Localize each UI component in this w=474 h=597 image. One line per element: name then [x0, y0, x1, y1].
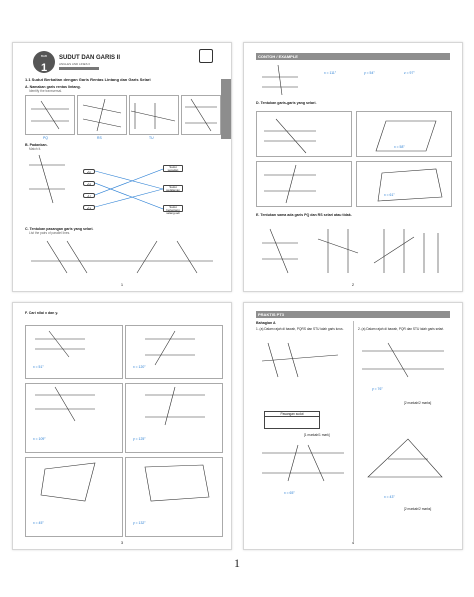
example-figure — [258, 63, 448, 97]
answer-table — [264, 411, 320, 429]
marks-q2: [2 markah/2 marks] — [404, 401, 432, 405]
chapter-badge: BAB 1 — [33, 51, 55, 73]
question-e-figures — [258, 223, 448, 277]
page-thumbnail-4[interactable] — [243, 302, 463, 550]
q2b-figure — [358, 433, 448, 483]
question-c: C. Tentukan pasangan garis yang selari. — [25, 227, 94, 231]
answer-q1: x = 65° — [284, 491, 295, 495]
question-1: 1. (a) Dalam rajah di bawah, PQRS dan STU ialah garis lurus. — [256, 327, 344, 331]
answer-3: TU — [149, 136, 154, 140]
answer-2: RS — [97, 136, 102, 140]
title-bar — [59, 67, 99, 70]
page-number-1: 1 — [120, 282, 124, 287]
answer-1: PQ — [43, 136, 48, 140]
book-page-number: 1 — [234, 556, 240, 570]
transversal-figures — [25, 95, 221, 135]
column-divider — [353, 321, 354, 541]
match-lines — [95, 167, 163, 213]
match-left-s[interactable]: ∠s — [83, 205, 95, 210]
page-number-2: 2 — [351, 282, 355, 287]
question-a-english: Identify the transversal. — [29, 89, 62, 93]
question-c-english: List the pairs of parallel lines. — [29, 231, 71, 235]
example-band-title: CONTOH / EXAMPLE — [258, 54, 298, 59]
page-thumbnail-1[interactable] — [12, 42, 232, 292]
q1-figure — [258, 339, 348, 379]
practice-band — [256, 311, 450, 318]
answer-d2: x = 58° — [394, 145, 405, 149]
question-d: D. Tentukan garis-garis yang selari. — [256, 101, 317, 105]
question-f: F. Cari nilai x dan y. — [25, 311, 59, 315]
marks-q2b: [2 markah/2 marks] — [404, 507, 432, 511]
chapter-subtitle: ANGLES AND LINES II — [59, 62, 91, 66]
answer-f3: x = 109° — [33, 437, 46, 441]
answer-y: y = 54° — [364, 71, 375, 75]
question-e: E. Tentukan sama ada garis PQ dan RS selari atau tidak. — [256, 213, 352, 217]
match-right-1[interactable]: Sudut sepadan — [163, 165, 183, 172]
answer-f1: x = 51° — [33, 365, 44, 369]
section-title: 1.1 Sudut Berkaitan dengan Garis Rentas Lintang dan Garis Selari — [25, 77, 151, 82]
match-right-3[interactable]: Sudut bertentang selang-seli — [163, 205, 183, 212]
question-2: 2. (a) Dalam rajah di bawah, PQR dan STU ialah garis selari. — [358, 327, 445, 331]
angle-figures — [25, 325, 223, 537]
answer-x: x = 111° — [324, 71, 337, 75]
match-figure — [27, 151, 67, 207]
question-b-english: Match it. — [29, 147, 42, 151]
q1b-figure — [258, 443, 348, 483]
answer-f6: y = 132° — [133, 521, 146, 525]
match-left-r[interactable]: ∠r — [83, 193, 95, 198]
match-left-p[interactable]: ∠p — [83, 169, 95, 174]
question-b: B. Padankan. — [25, 143, 48, 147]
answer-f5: x = 45° — [33, 521, 44, 525]
parallel-figure — [27, 237, 217, 277]
practice-band-title: PRAKTIS PT3 — [258, 312, 285, 317]
chapter-title: SUDUT DAN GARIS II — [59, 55, 121, 61]
answer-q2b: x = 43° — [384, 495, 395, 499]
page-thumbnail-2[interactable] — [243, 42, 463, 292]
page-thumbnail-3[interactable] — [12, 302, 232, 550]
answer-d4: x = 61° — [384, 193, 395, 197]
answer-f4: y = 125° — [133, 437, 146, 441]
match-right-2[interactable]: Sudut pedalaman — [163, 185, 183, 192]
q2-figure — [358, 339, 448, 379]
page-number-3: 3 — [120, 540, 124, 545]
chapter-side-tab — [221, 79, 231, 139]
section-label: Bahagian A — [256, 321, 276, 325]
publisher-logo-icon — [199, 49, 213, 63]
marks-q1: [1 markah/1 mark] — [304, 433, 330, 437]
answer-f2: x = 120° — [133, 365, 146, 369]
answer-q2: y = 76° — [372, 387, 383, 391]
answer-table-head: Pasangan sudut — [265, 412, 319, 417]
question-a: A. Namakan garis rentas lintang. — [25, 85, 81, 89]
parallel-line-figures — [256, 111, 452, 207]
match-left-q[interactable]: ∠q — [83, 181, 95, 186]
answer-z: z = 97° — [404, 71, 415, 75]
page-number-4: 4 — [351, 540, 355, 545]
